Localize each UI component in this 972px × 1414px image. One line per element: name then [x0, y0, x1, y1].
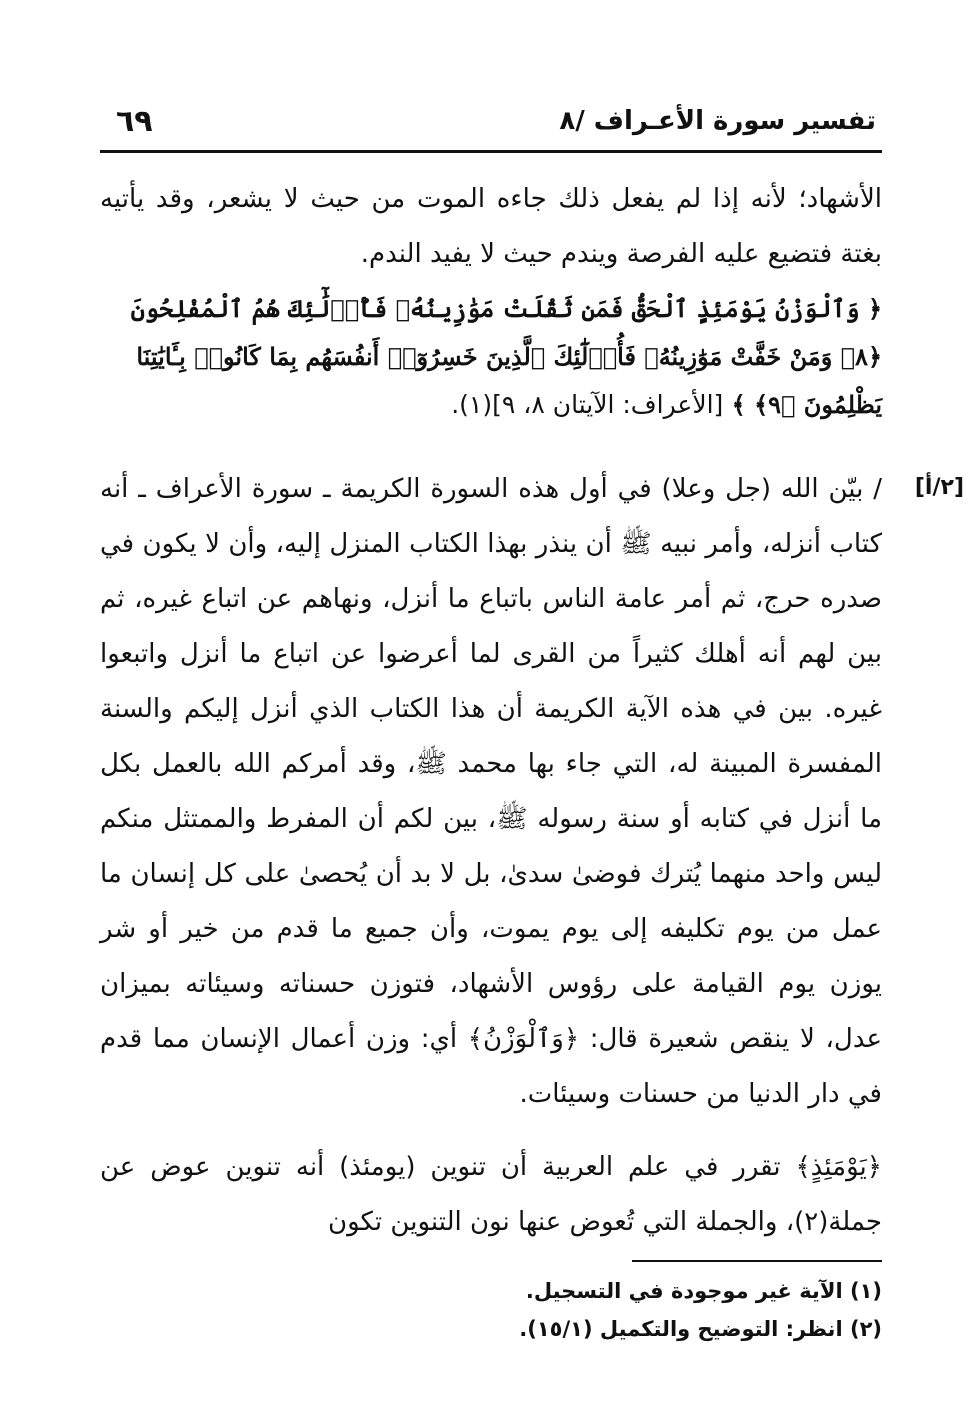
footnote-divider: [632, 1260, 882, 1262]
book-page: [100, 100, 964, 1380]
verse-reference: [الأعراف: الآيتان ٨، ٩](١).: [451, 390, 724, 419]
footnotes: [100, 1272, 882, 1348]
quran-verse: ﴿ وَٱلْوَزْنُ يَوْمَئِذٍ ٱلْحَقُّ فَمَن ثَقُلَتْ مَوَٰزِينُهُۥ فَأُو۟لَٰٓئِكَ هُمُ ٱلْمُفْلِحُونَ ﴿٨﴾ وَمَنْ خَفَّتْ مَوَٰزِينُهُۥ فَأُو۟لَٰٓئِكَ ٱلَّذِينَ خَسِرُوٓا۟ أَنفُسَهُم بِمَا كَانُوا۟ بِـَٔايَٰتِنَا يَظْلِمُونَ ﴿٩﴾ ﴾: [130, 294, 882, 419]
margin-reference: [٢/أ]: [914, 475, 964, 500]
page-number: ٦٩: [116, 104, 153, 139]
footnote-1: (١) الآية غير موجودة في التسجيل.: [525, 1279, 882, 1303]
body-paragraph-2: ﴿يَوْمَئِذٍ﴾ تقرر في علم العربية أن تنوين (يومئذ) أنه تنوين عوض عن جملة(٢)، والجملة التي تُعوض عنها نون التنوين تكون: [100, 1152, 882, 1237]
page-header: [100, 100, 882, 153]
intro-paragraph: الأشهاد؛ لأنه إذا لم يفعل ذلك جاءه الموت من حيث لا يشعر، وقد يأتيه بغتة فتضيع عليه الفرصة ويندم حيث لا يفيد الندم.: [100, 184, 882, 269]
body-paragraph: / بيّن الله (جل وعلا) في أول هذه السورة الكريمة ـ سورة الأعراف ـ أنه كتاب أنزله، وأمر نبيه ﷺ أن ينذر بهذا الكتاب المنزل إليه، وأن لا يكون في صدره حرج، ثم أمر عامة الناس باتباع ما أنزل، ونهاهم عن اتباع غيره، ثم بين لهم أنه أهلك كثيراً من القرى لما أعرضوا عن اتباع ما أنزل واتبعوا غيره. بين في هذه الآية الكريمة أن هذا الكتاب الذي أنزل إليكم والسنة المفسرة المبينة له، التي جاء بها محمد ﷺ، وقد أمركم الله بالعمل بكل ما أنزل في كتابه أو سنة رسوله ﷺ، بين لكم أن المفرط والممتثل منكم ليس واحد منهما يُترك فوضىٰ سدىٰ، بل لا بد أن يُحصىٰ على كل إنسان ما عمل من يوم تكليفه إلى يوم يموت، وأن جميع ما قدم من خير أو شر يوزن يوم القيامة على رؤوس الأشهاد، فتوزن حسناته وسيئاته بميزان عدل، لا ينقص شعيرة قال: ﴿وَٱلْوَزْنُ﴾ أي: وزن أعمال الإنسان مما قدم في دار الدنيا من حسنات وسيئات.: [100, 474, 882, 1109]
running-title: تفسير سورة الأعـراف /٨: [559, 106, 876, 136]
quran-verse-block: [100, 285, 882, 429]
footnote-2: (٢) انظر: التوضيح والتكميل (١٥/١).: [519, 1317, 882, 1341]
